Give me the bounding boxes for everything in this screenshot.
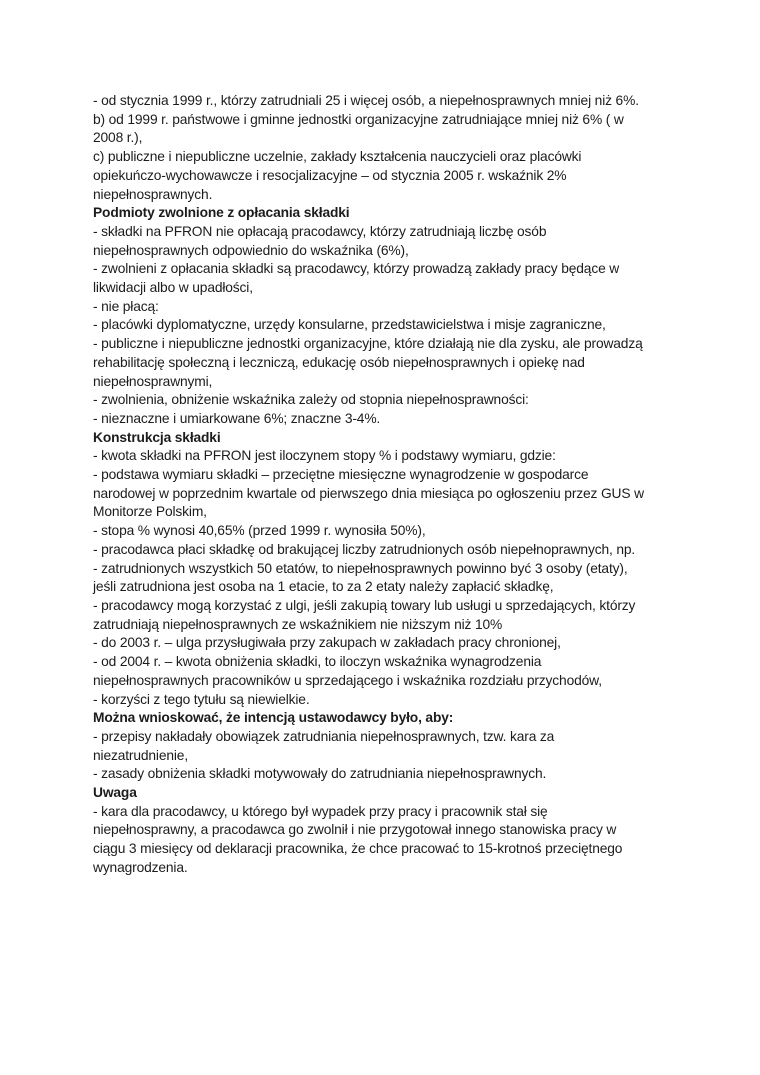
- text-line: jeśli zatrudniona jest osoba na 1 etacie, to za 2 etaty należy zapłacić składkę,: [93, 579, 554, 595]
- text-line: niepełnosprawnych pracowników u sprzedającego i wskaźnika rozdziału przychodów,: [93, 672, 602, 688]
- text-line: niepełnosprawnymi,: [93, 373, 213, 389]
- text-line: - korzyści z tego tytułu są niewielkie.: [93, 691, 310, 707]
- text-line: - zwolnienia, obniżenie wskaźnika zależy od stopnia niepełnosprawności:: [93, 392, 529, 408]
- text-line: - publiczne i niepubliczne jednostki organizacyjne, które działają nie dla zysku, ale prowadzą: [93, 336, 643, 352]
- text-line: - nieznaczne i umiarkowane 6%; znaczne 3-4%.: [93, 410, 381, 426]
- text-line: c) publiczne i niepubliczne uczelnie, zakłady kształcenia nauczycieli oraz placówki: [93, 149, 582, 165]
- text-line: - składki na PFRON nie opłacają pracodawcy, którzy zatrudniają liczbę osób: [93, 223, 547, 239]
- text-line: 2008 r.),: [93, 130, 143, 146]
- text-line: - zwolnieni z opłacania składki są pracodawcy, którzy prowadzą zakłady pracy będące w: [93, 261, 620, 277]
- text-line: opiekuńczo-wychowawcze i resocjalizacyjne – od stycznia 2005 r. wskaźnik 2%: [93, 167, 567, 183]
- text-line: - placówki dyplomatyczne, urzędy konsularne, przedstawicielstwa i misje zagraniczne,: [93, 317, 606, 333]
- text-line: rehabilitację społeczną i leczniczą, edukację osób niepełnosprawnych i opiekę nad: [93, 354, 585, 370]
- text-line: niepełnosprawnych.: [93, 186, 213, 202]
- text-line: - stopa % wynosi 40,65% (przed 1999 r. wynosiła 50%),: [93, 523, 426, 539]
- text-line: - od stycznia 1999 r., którzy zatrudniali 25 i więcej osób, a niepełnosprawnych mniej niż 6%.: [93, 93, 639, 108]
- heading-line: Uwaga: [93, 785, 137, 801]
- text-line: - do 2003 r. – ulga przysługiwała przy zakupach w zakładach pracy chronionej,: [93, 635, 561, 651]
- heading-line: Podmioty zwolnione z opłacania składki: [93, 205, 350, 221]
- text-line: Monitorze Polskim,: [93, 504, 207, 520]
- text-line: - przepisy nakładały obowiązek zatrudniania niepełnosprawnych, tzw. kara za: [93, 728, 555, 744]
- text-line: narodowej w poprzednim kwartale od pierwszego dnia miesiąca po ogłoszeniu przez GUS w: [93, 485, 644, 501]
- text-line: - pracodawca płaci składkę od brakującej liczby zatrudnionych osób niepełnoprawnych, np.: [93, 541, 636, 557]
- text-line: - kara dla pracodawcy, u którego był wypadek przy pracy i pracownik stał się: [93, 803, 548, 819]
- text-line: likwidacji albo w upadłości,: [93, 280, 253, 296]
- heading-line: Można wnioskować, że intencją ustawodawcy było, aby:: [93, 710, 454, 726]
- text-line: - kwota składki na PFRON jest iloczynem stopy % i podstawy wymiaru, gdzie:: [93, 448, 556, 464]
- text-line: - od 2004 r. – kwota obniżenia składki, to iloczyn wskaźnika wynagrodzenia: [93, 654, 542, 670]
- text-line: niezatrudnienie,: [93, 747, 189, 763]
- heading-line: Konstrukcja składki: [93, 429, 221, 445]
- text-line: niepełnosprawny, a pracodawca go zwolnił i nie przygotował innego stanowiska pracy w: [93, 822, 617, 838]
- text-line: b) od 1999 r. państwowe i gminne jednostki organizacyjne zatrudniające mniej niż 6% ( w: [93, 111, 624, 127]
- text-line: - zatrudnionych wszystkich 50 etatów, to niepełnosprawnych powinno być 3 osoby (etaty),: [93, 560, 628, 576]
- text-line: wynagrodzenia.: [93, 859, 188, 875]
- document-text-block: [93, 92, 683, 878]
- text-line: - pracodawcy mogą korzystać z ulgi, jeśli zakupią towary lub usługi u sprzedających, którzy: [93, 597, 636, 613]
- text-line: - zasady obniżenia składki motywowały do zatrudniania niepełnosprawnych.: [93, 766, 547, 782]
- text-line: - podstawa wymiaru składki – przeciętne miesięczne wynagrodzenie w gospodarce: [93, 467, 589, 483]
- text-line: ciągu 3 miesięcy od deklaracji pracownika, że chce pracować to 15-krotnoś przeciętnego: [93, 841, 623, 857]
- text-line: zatrudniają niepełnosprawnych ze wskaźnikiem nie niższym niż 10%: [93, 616, 503, 632]
- text-line: - nie płacą:: [93, 298, 159, 314]
- text-line: niepełnosprawnych odpowiednio do wskaźnika (6%),: [93, 242, 409, 258]
